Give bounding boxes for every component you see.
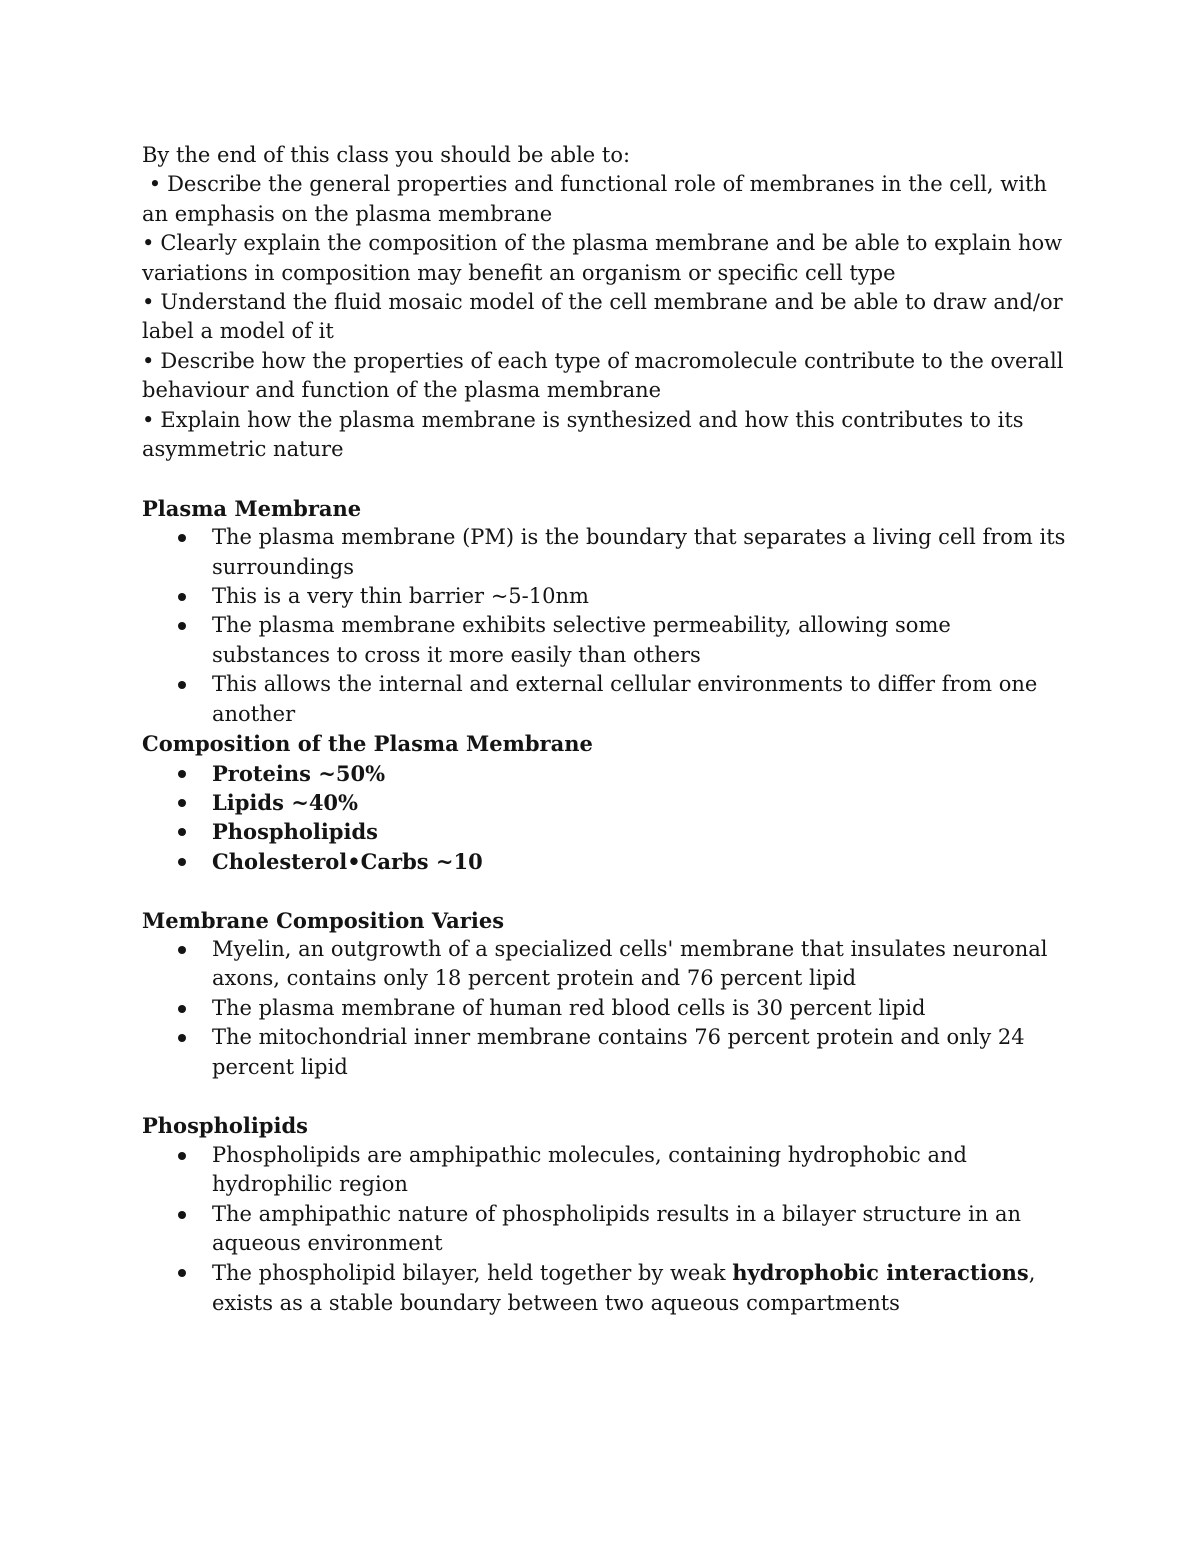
bullet-icon: • (142, 290, 155, 315)
section-heading-phospholipids: Phospholipids (142, 1113, 308, 1139)
section-heading-composition: Composition of the Plasma Membrane (142, 731, 593, 757)
bullet-icon: • (142, 407, 155, 432)
list-item: Cholesterol•Carbs ~10 (142, 847, 1072, 876)
list-item: The phospholipid bilayer, held together by weak hydrophobic interactions, exists as a stable boundary between two aqueous compartments (142, 1258, 1072, 1318)
objective-item: • Explain how the plasma membrane is synthesized and how this contributes to its asymmetric nature (142, 407, 1024, 462)
list-item: Proteins ~50% (142, 759, 1072, 788)
list-item: The plasma membrane (PM) is the boundary that separates a living cell from its surroundings (142, 523, 1072, 582)
spacer (142, 1082, 1072, 1111)
intro-text: By the end of this class you should be able to: (142, 143, 631, 167)
objective-item: • Clearly explain the composition of the plasma membrane and be able to explain how variations in composition may benefit an organism or specific cell type (142, 231, 1063, 285)
list-item: Myelin, an outgrowth of a specialized cells' membrane that insulates neuronal axons, contains only 18 percent protein and 76 percent lipid (142, 935, 1072, 994)
objective-item: • Describe the general properties and functional role of membranes in the cell, with an emphasis on the plasma membrane (142, 172, 1047, 226)
list-item: Phospholipids (142, 817, 1072, 846)
spacer (142, 464, 1072, 493)
plasma-membrane-list (142, 523, 1072, 729)
objective-item: • Describe how the properties of each type of macromolecule contribute to the overall behaviour and function of the plasma membrane (142, 348, 1064, 403)
spacer (142, 876, 1072, 905)
list-item: This allows the internal and external cellular environments to differ from one another (142, 670, 1072, 729)
bullet-icon: • (142, 231, 155, 256)
emphasis-text: hydrophobic interactions (732, 1260, 1029, 1286)
bullet-icon: • (142, 348, 155, 373)
list-item: Phospholipids are amphipathic molecules, containing hydrophobic and hydrophilic region (142, 1141, 1072, 1200)
composition-list (142, 759, 1072, 877)
section-heading-composition-varies: Membrane Composition Varies (142, 907, 505, 933)
list-item: The amphipathic nature of phospholipids results in a bilayer structure in an aqueous environment (142, 1200, 1072, 1259)
list-item: The mitochondrial inner membrane contains 76 percent protein and only 24 percent lipid (142, 1023, 1072, 1082)
list-item: The plasma membrane exhibits selective permeability, allowing some substances to cross it more easily than others (142, 611, 1072, 670)
document-content (142, 141, 1072, 1318)
list-item: Lipids ~40% (142, 788, 1072, 817)
section-heading-plasma-membrane: Plasma Membrane (142, 495, 362, 521)
composition-varies-list (142, 935, 1072, 1082)
list-item: The plasma membrane of human red blood cells is 30 percent lipid (142, 994, 1072, 1023)
list-item: This is a very thin barrier ~5-10nm (142, 582, 1072, 611)
learning-objectives (142, 170, 1072, 464)
phospholipids-list (142, 1141, 1072, 1318)
objective-item: • Understand the fluid mosaic model of the cell membrane and be able to draw and/or label a model of it (142, 290, 1063, 344)
bullet-icon: • (148, 172, 162, 197)
